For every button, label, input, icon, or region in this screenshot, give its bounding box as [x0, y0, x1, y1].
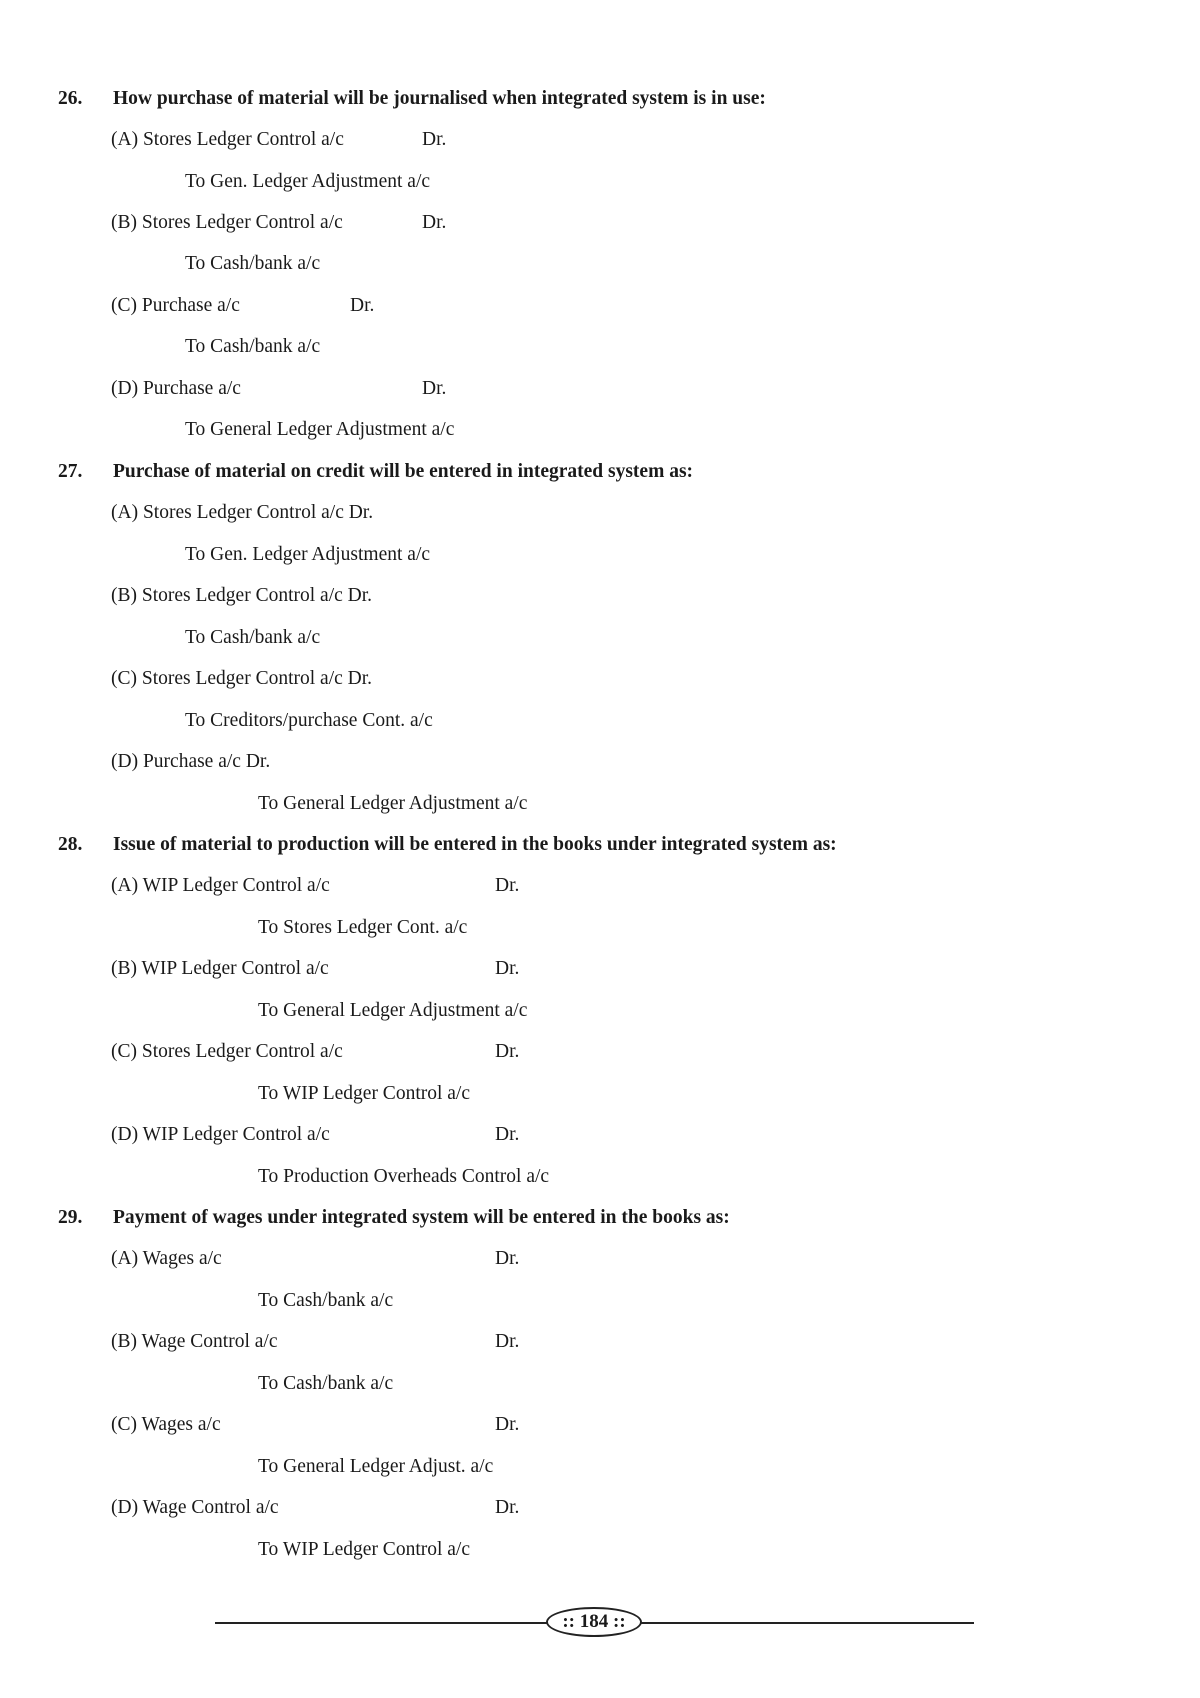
credit-entry: To Cash/bank a/c — [185, 253, 321, 274]
question-number: 29. — [58, 1207, 83, 1228]
question-text: Purchase of material on credit will be entered in integrated system as: — [113, 461, 694, 482]
page-number: :: 184 :: — [546, 1607, 642, 1637]
credit-entry: To Production Overheads Control a/c — [258, 1166, 550, 1187]
option-label: (D) Purchase a/c Dr. — [111, 751, 271, 772]
option-label: (C) Wages a/c — [111, 1414, 221, 1435]
option-label: (C) Stores Ledger Control a/c — [111, 1041, 343, 1062]
option-label: (D) Wage Control a/c — [111, 1497, 279, 1518]
footer-rule-left — [215, 1622, 548, 1624]
credit-entry: To Cash/bank a/c — [185, 336, 321, 357]
option-label: (B) Stores Ledger Control a/c — [111, 212, 343, 233]
credit-entry: To Cash/bank a/c — [258, 1290, 394, 1311]
option-label: (C) Stores Ledger Control a/c Dr. — [111, 668, 373, 689]
debit-label: Dr. — [495, 1041, 520, 1062]
question-text: Payment of wages under integrated system will be entered in the books as: — [113, 1207, 730, 1228]
question-number: 27. — [58, 461, 83, 482]
debit-label: Dr. — [350, 295, 375, 316]
credit-entry: To Stores Ledger Cont. a/c — [258, 917, 468, 938]
question-text: How purchase of material will be journalised when integrated system is in use: — [113, 88, 766, 109]
credit-entry: To General Ledger Adjustment a/c — [258, 1000, 528, 1021]
debit-label: Dr. — [495, 1124, 520, 1145]
credit-entry: To WIP Ledger Control a/c — [258, 1083, 470, 1104]
option-label: (D) Purchase a/c — [111, 378, 241, 399]
credit-entry: To Gen. Ledger Adjustment a/c — [185, 544, 431, 565]
option-label: (A) WIP Ledger Control a/c — [111, 875, 330, 896]
footer-rule-right — [640, 1622, 974, 1624]
debit-label: Dr. — [495, 1248, 520, 1269]
credit-entry: To General Ledger Adjustment a/c — [185, 419, 455, 440]
debit-label: Dr. — [422, 212, 447, 233]
credit-entry: To General Ledger Adjustment a/c — [258, 793, 528, 814]
debit-label: Dr. — [495, 1331, 520, 1352]
question-number: 28. — [58, 834, 83, 855]
credit-entry: To Gen. Ledger Adjustment a/c — [185, 171, 431, 192]
option-label: (B) Stores Ledger Control a/c Dr. — [111, 585, 373, 606]
option-label: (C) Purchase a/c — [111, 295, 240, 316]
option-label: (B) Wage Control a/c — [111, 1331, 278, 1352]
credit-entry: To Cash/bank a/c — [258, 1373, 394, 1394]
question-number: 26. — [58, 88, 83, 109]
credit-entry: To General Ledger Adjust. a/c — [258, 1456, 494, 1477]
question-text: Issue of material to production will be entered in the books under integrated system as: — [113, 834, 837, 855]
option-label: (A) Stores Ledger Control a/c — [111, 129, 344, 150]
option-label: (A) Stores Ledger Control a/c Dr. — [111, 502, 374, 523]
debit-label: Dr. — [422, 378, 447, 399]
option-label: (D) WIP Ledger Control a/c — [111, 1124, 330, 1145]
credit-entry: To Creditors/purchase Cont. a/c — [185, 710, 433, 731]
debit-label: Dr. — [495, 958, 520, 979]
debit-label: Dr. — [495, 1497, 520, 1518]
option-label: (A) Wages a/c — [111, 1248, 222, 1269]
credit-entry: To WIP Ledger Control a/c — [258, 1539, 470, 1560]
credit-entry: To Cash/bank a/c — [185, 627, 321, 648]
debit-label: Dr. — [495, 1414, 520, 1435]
option-label: (B) WIP Ledger Control a/c — [111, 958, 329, 979]
debit-label: Dr. — [495, 875, 520, 896]
debit-label: Dr. — [422, 129, 447, 150]
